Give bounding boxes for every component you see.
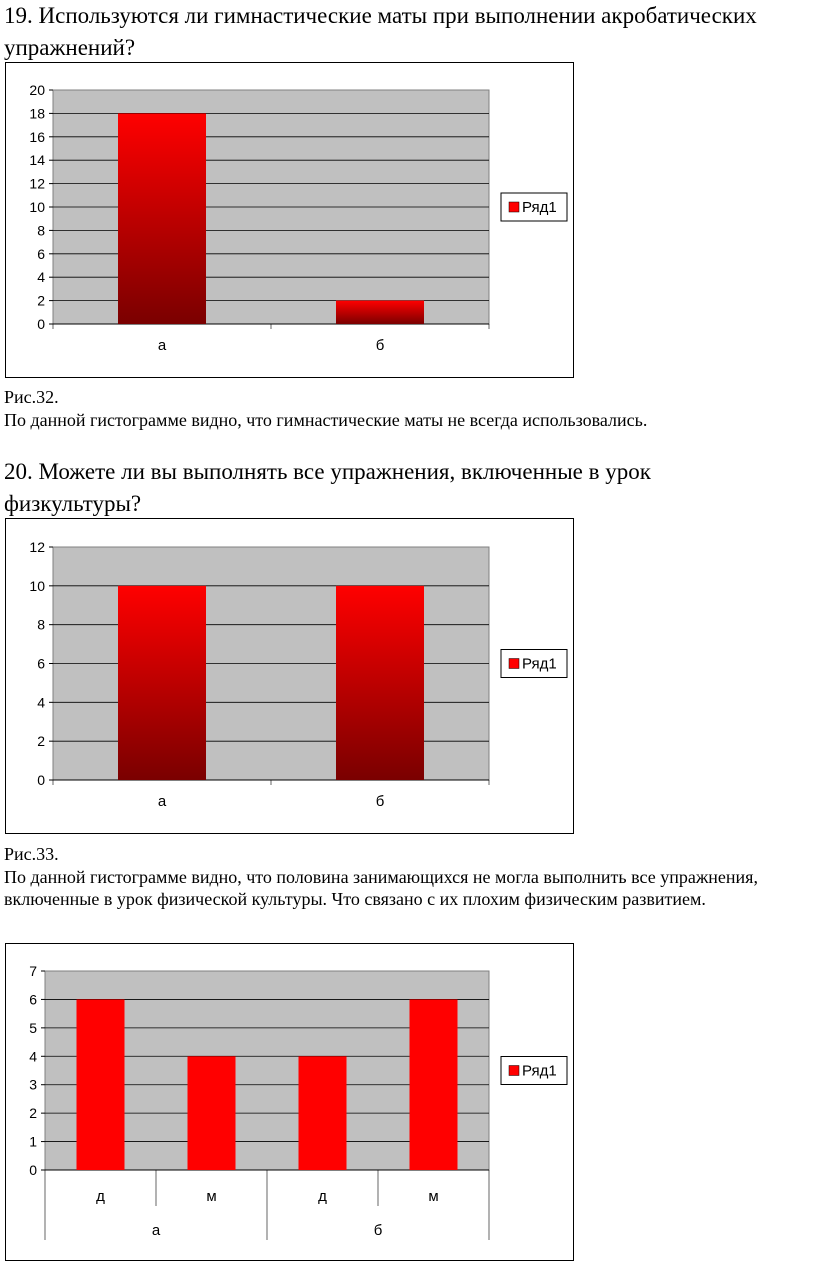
y-tick-label: 12 <box>29 175 45 192</box>
y-tick-label: 0 <box>37 772 45 788</box>
bar <box>299 1056 347 1170</box>
y-tick-label: 1 <box>29 1133 37 1150</box>
chart-third <box>5 943 574 1261</box>
y-tick-label: 6 <box>29 991 37 1008</box>
bar <box>336 586 424 780</box>
category-label: б <box>375 793 385 810</box>
y-tick-label: 4 <box>37 269 45 286</box>
bar <box>77 999 125 1170</box>
y-tick-label: 8 <box>37 616 45 633</box>
category-label: б <box>375 337 385 354</box>
category-label: а <box>157 337 167 354</box>
y-tick-label: 10 <box>29 577 45 594</box>
category-label: д <box>96 1188 105 1205</box>
y-tick-label: 18 <box>29 105 45 122</box>
legend-swatch <box>509 1066 519 1076</box>
y-tick-label: 14 <box>29 152 45 169</box>
y-tick-label: 5 <box>29 1019 37 1036</box>
group-label: б <box>373 1222 383 1239</box>
paragraph-fig-32: По данной гистограмме видно, что гимнастические маты не всегда использовались. <box>4 410 648 430</box>
y-tick-label: 3 <box>29 1076 37 1093</box>
category-label: м <box>206 1188 217 1205</box>
bar <box>188 1056 236 1170</box>
y-tick-label: 7 <box>29 963 37 979</box>
legend-swatch <box>509 659 519 669</box>
y-tick-label: 0 <box>29 1162 37 1178</box>
category-label: м <box>428 1188 439 1205</box>
y-tick-label: 20 <box>29 82 45 98</box>
legend-label: Ряд1 <box>522 199 557 216</box>
chart-svg <box>6 519 573 833</box>
chart-fig-33 <box>5 518 574 834</box>
y-tick-label: 8 <box>37 222 45 239</box>
y-tick-label: 16 <box>29 128 45 145</box>
y-tick-label: 4 <box>37 694 45 711</box>
y-tick-label: 2 <box>29 1105 37 1122</box>
bar <box>118 586 206 780</box>
legend-swatch <box>509 202 519 212</box>
category-label: д <box>318 1188 327 1205</box>
category-label: а <box>157 793 167 810</box>
bar <box>118 113 206 324</box>
question-20: 20. Можете ли вы выполнять все упражнения, включенные в урок физкультуры? <box>4 459 651 516</box>
y-tick-label: 6 <box>37 655 45 672</box>
bar <box>336 301 424 324</box>
legend-label: Ряд1 <box>522 655 557 673</box>
y-tick-label: 10 <box>29 199 45 215</box>
chart-fig-32 <box>5 62 574 378</box>
y-tick-label: 2 <box>37 292 45 309</box>
y-tick-label: 2 <box>37 733 45 750</box>
y-tick-label: 6 <box>37 245 45 262</box>
y-tick-label: 4 <box>29 1048 37 1065</box>
legend-label: Ряд1 <box>522 1062 557 1080</box>
group-label: а <box>151 1222 161 1239</box>
bar <box>410 999 458 1170</box>
paragraph-fig-33: По данной гистограмме видно, что половина занимающихся не могла выполнить все упражнения, включенные в урок физической культуры. Что связано с их плохим физическим развитием. <box>4 867 758 909</box>
caption-fig-33: Рис.33. <box>4 844 59 864</box>
caption-fig-32: Рис.32. <box>4 387 59 407</box>
chart-svg <box>6 63 573 377</box>
y-tick-label: 12 <box>29 539 45 555</box>
y-tick-label: 0 <box>37 316 45 332</box>
question-19: 19. Используются ли гимнастические маты при выполнении акробатических упражнений? <box>4 3 757 60</box>
chart-svg <box>6 944 573 1260</box>
